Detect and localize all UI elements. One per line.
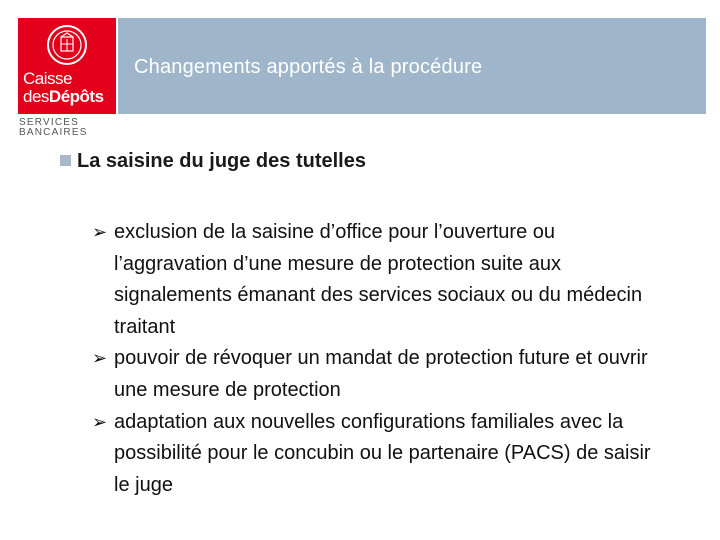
list-item: [92, 217, 652, 343]
page-title: Changements apportés à la procédure: [134, 56, 483, 78]
square-bullet-icon: [60, 155, 71, 166]
list-item-text: adaptation aux nouvelles configurations familiales avec la possibilité pour le concubin ou le partenaire (PACS) de saisir le juge: [114, 410, 651, 496]
list-item-text: pouvoir de révoquer un mandat de protection future et ouvrir une mesure de protection: [114, 347, 648, 401]
logo-subtitle: [19, 118, 88, 138]
section-heading-text: La saisine du juge des tutelles: [77, 150, 366, 172]
caisse-des-depots-logo: [18, 18, 116, 114]
section-heading: [60, 150, 660, 173]
header-band: [118, 18, 706, 114]
seal-icon: [46, 24, 88, 66]
list-item: [92, 407, 652, 502]
arrow-bullet-icon: ➢: [92, 222, 108, 242]
logo-line2-light: des: [23, 87, 49, 106]
bullet-list: [92, 217, 652, 501]
list-item-text: exclusion de la saisine d’office pour l’ouverture ou l’aggravation d’une mesure de protection suite aux signalements émanant des services sociaux ou du médecin traitant: [114, 221, 643, 338]
logo-sub-line1: SERVICES: [19, 117, 79, 128]
logo-line1: Caisse: [23, 69, 72, 88]
arrow-bullet-icon: ➢: [92, 348, 108, 369]
logo-line2-bold: Dépôts: [48, 87, 104, 106]
logo-wordmark: [23, 70, 104, 106]
logo-sub-line2: BANCAIRES: [19, 127, 88, 138]
list-item: [92, 343, 652, 406]
arrow-bullet-icon: ➢: [92, 411, 108, 432]
